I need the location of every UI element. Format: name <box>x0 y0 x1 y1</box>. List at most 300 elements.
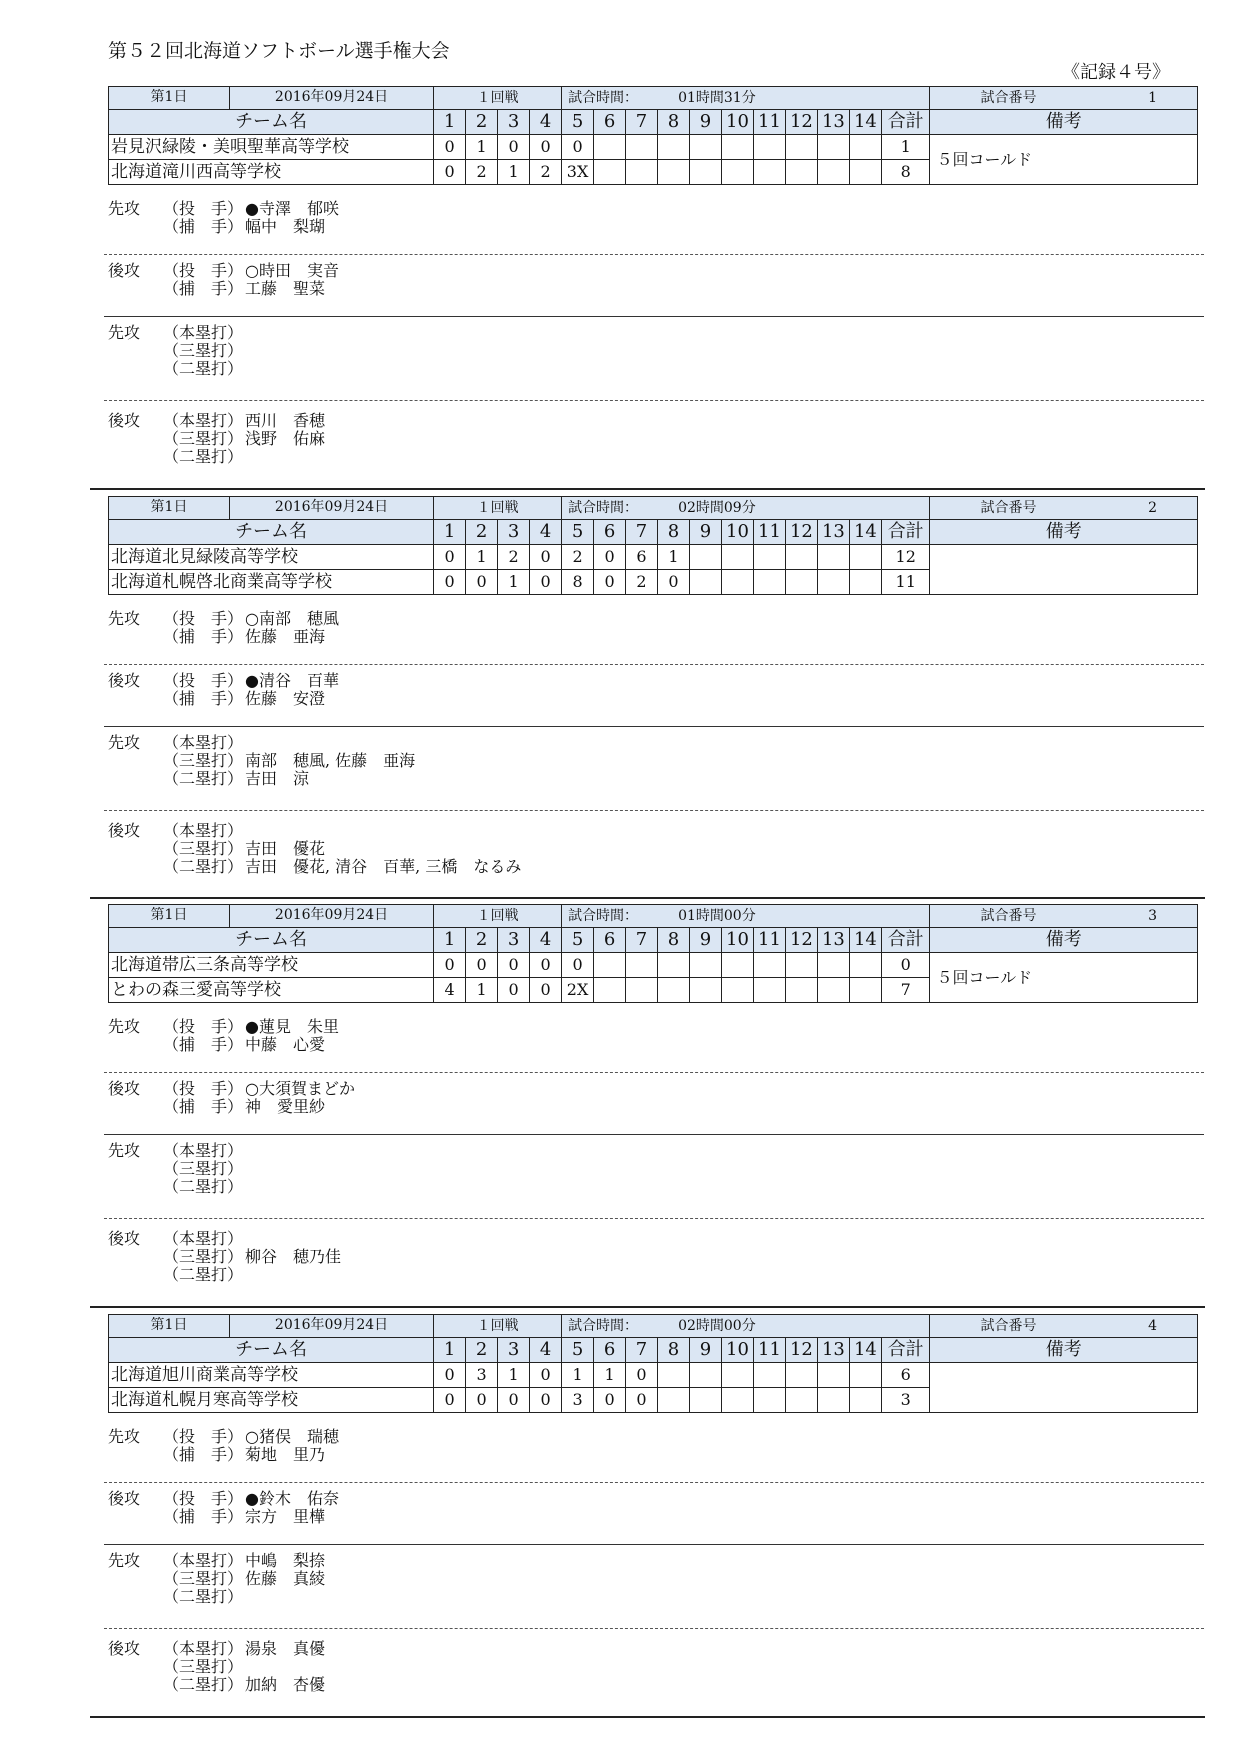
team-total: 8 <box>881 160 930 185</box>
inning-score <box>849 953 881 978</box>
pitcher-row <box>163 1018 339 1036</box>
pitcher-row <box>163 200 339 218</box>
inning-header: 2 <box>466 1338 498 1363</box>
game-day-label: 第1日 <box>109 905 230 927</box>
team-total: 12 <box>881 545 930 570</box>
inning-score: 2 <box>626 570 658 595</box>
inning-score: 6 <box>626 545 658 570</box>
inning-header: 8 <box>658 520 690 545</box>
triple-value: 南部 穂風, 佐藤 亜海 <box>245 751 416 770</box>
game-number: 4 <box>1148 1318 1157 1334</box>
inning-header: 14 <box>849 520 881 545</box>
inning-score <box>817 1388 849 1413</box>
team-row <box>109 1363 1198 1388</box>
inning-score <box>594 135 626 160</box>
batting-side-label: 後攻 <box>108 821 141 840</box>
inning-header: 10 <box>721 928 753 953</box>
game-number: 1 <box>1148 90 1157 106</box>
inning-score <box>753 570 785 595</box>
game-day-date-cell <box>109 905 434 928</box>
inning-score <box>849 978 881 1003</box>
double-label: （二塁打） <box>163 1587 244 1606</box>
inning-score: 1 <box>466 978 498 1003</box>
inning-score: 0 <box>626 1388 658 1413</box>
inning-header: 14 <box>849 110 881 135</box>
inning-header: 1 <box>434 928 466 953</box>
home-run-label: （本塁打） <box>163 1639 244 1658</box>
game-separator-line <box>90 1306 1205 1308</box>
catcher-value: 菊地 里乃 <box>245 1445 326 1464</box>
inning-score: 0 <box>498 135 530 160</box>
inning-score <box>658 978 690 1003</box>
game-duration: 01時間00分 <box>678 908 756 924</box>
team-name: とわの森三愛高等学校 <box>109 978 434 1003</box>
scoreboard-table <box>108 86 1198 185</box>
inning-header: 6 <box>594 110 626 135</box>
inning-score: 1 <box>658 545 690 570</box>
home-run-row <box>163 412 325 430</box>
triple-label: （三塁打） <box>163 839 244 858</box>
catcher-value: 佐藤 亜海 <box>245 627 326 646</box>
inning-header: 5 <box>562 110 594 135</box>
home-run-row <box>163 734 245 752</box>
game-time-label: 試合時間： <box>568 500 639 516</box>
game-number: 3 <box>1148 908 1157 924</box>
team-name-header: チーム名 <box>109 928 434 953</box>
triple-row <box>163 430 325 448</box>
inning-score <box>721 570 753 595</box>
triple-label: （三塁打） <box>163 1247 244 1266</box>
inning-score: 3 <box>562 1388 594 1413</box>
team-name: 北海道帯広三条高等学校 <box>109 953 434 978</box>
pitcher-row <box>163 610 339 628</box>
inning-score: 2 <box>562 545 594 570</box>
total-header: 合計 <box>881 520 930 545</box>
catcher-label: （捕 手） <box>163 689 244 708</box>
inning-header: 7 <box>626 1338 658 1363</box>
inning-score: 0 <box>562 135 594 160</box>
inning-score: 4 <box>434 978 466 1003</box>
triple-label: （三塁打） <box>163 751 244 770</box>
inning-score <box>817 953 849 978</box>
inning-score <box>817 978 849 1003</box>
catcher-label: （捕 手） <box>163 1507 244 1526</box>
game-day-date-cell <box>109 1315 434 1338</box>
game-day-label: 第1日 <box>109 497 230 519</box>
section-divider <box>104 726 1204 727</box>
inning-score: 0 <box>434 953 466 978</box>
game-number-label: 試合番号 <box>980 1318 1037 1334</box>
inning-score <box>785 570 817 595</box>
inning-score <box>753 1388 785 1413</box>
inning-score <box>721 160 753 185</box>
inning-score <box>690 1363 722 1388</box>
total-header: 合計 <box>881 928 930 953</box>
inning-score: 2 <box>466 160 498 185</box>
catcher-row <box>163 1036 325 1054</box>
inning-header: 9 <box>690 110 722 135</box>
inning-score <box>753 545 785 570</box>
game-date: 2016年09月24日 <box>274 1317 389 1333</box>
home-run-row <box>163 1552 325 1570</box>
scoreboard-table <box>108 1314 1198 1413</box>
double-label: （二塁打） <box>163 359 244 378</box>
inning-score: 0 <box>530 978 562 1003</box>
batting-side-label: 後攻 <box>108 261 141 280</box>
inning-header: 12 <box>785 520 817 545</box>
catcher-row <box>163 218 325 236</box>
dashed-divider <box>104 400 1204 401</box>
section-divider <box>104 1134 1204 1135</box>
home-run-row <box>163 1640 325 1658</box>
inning-score: 2 <box>530 160 562 185</box>
catcher-label: （捕 手） <box>163 1445 244 1464</box>
pitcher-label: （投 手） <box>163 1017 244 1036</box>
dashed-divider <box>104 1482 1204 1483</box>
inning-score <box>658 1363 690 1388</box>
inning-score: 1 <box>498 160 530 185</box>
inning-score: 0 <box>434 1388 466 1413</box>
scoreboard-header-row <box>109 928 1198 953</box>
triple-row <box>163 840 325 858</box>
team-row <box>109 135 1198 160</box>
inning-score <box>753 953 785 978</box>
double-label: （二塁打） <box>163 1177 244 1196</box>
triple-value: 浅野 佑麻 <box>245 429 326 448</box>
inning-header: 13 <box>817 110 849 135</box>
inning-score: 1 <box>466 135 498 160</box>
triple-row <box>163 1248 341 1266</box>
triple-row <box>163 1160 245 1178</box>
catcher-label: （捕 手） <box>163 627 244 646</box>
catcher-row <box>163 1446 325 1464</box>
home-run-row <box>163 1142 245 1160</box>
inning-header: 4 <box>530 110 562 135</box>
inning-header: 5 <box>562 520 594 545</box>
pitcher-value: ○南部 穂風 <box>245 609 339 628</box>
game-record-2 <box>90 496 1205 897</box>
batting-side-label: 先攻 <box>108 199 141 218</box>
double-label: （二塁打） <box>163 769 244 788</box>
game-number-cell <box>930 497 1198 520</box>
inning-score: 0 <box>530 570 562 595</box>
record-number: 《記録４号》 <box>1062 62 1170 83</box>
catcher-label: （捕 手） <box>163 1035 244 1054</box>
game-date: 2016年09月24日 <box>274 907 389 923</box>
home-run-row <box>163 1230 245 1248</box>
inning-header: 10 <box>721 110 753 135</box>
game-separator-line <box>90 1716 1205 1718</box>
inning-score <box>817 570 849 595</box>
game-remark <box>930 1363 1198 1413</box>
inning-header: 13 <box>817 520 849 545</box>
team-name: 北海道北見緑陵高等学校 <box>109 545 434 570</box>
pitcher-value: ○大須賀まどか <box>245 1079 355 1098</box>
pitcher-label: （投 手） <box>163 1079 244 1098</box>
game-number-label: 試合番号 <box>980 908 1037 924</box>
game-round: １回戦 <box>434 905 562 928</box>
inning-score: 2 <box>498 545 530 570</box>
inning-score <box>849 135 881 160</box>
inning-header: 11 <box>753 110 785 135</box>
remarks-header: 備考 <box>930 520 1198 545</box>
catcher-row <box>163 280 325 298</box>
inning-score: 0 <box>434 135 466 160</box>
pitcher-label: （投 手） <box>163 609 244 628</box>
inning-score <box>594 978 626 1003</box>
team-name: 北海道札幌月寒高等学校 <box>109 1388 434 1413</box>
document-title: 第５２回北海道ソフトボール選手権大会 <box>108 40 450 62</box>
game-number-cell <box>930 87 1198 110</box>
inning-score <box>690 953 722 978</box>
inning-header: 12 <box>785 110 817 135</box>
inning-score <box>721 953 753 978</box>
inning-score <box>721 545 753 570</box>
triple-label: （三塁打） <box>163 1569 244 1588</box>
double-label: （二塁打） <box>163 1675 244 1694</box>
catcher-value: 幅中 梨瑚 <box>245 217 326 236</box>
inning-score: 0 <box>466 953 498 978</box>
inning-score <box>690 978 722 1003</box>
inning-score <box>817 545 849 570</box>
pitcher-value: ○猪俣 瑞穂 <box>245 1427 339 1446</box>
inning-header: 9 <box>690 520 722 545</box>
double-row <box>163 1266 245 1284</box>
game-round: １回戦 <box>434 497 562 520</box>
inning-header: 4 <box>530 520 562 545</box>
inning-score <box>690 160 722 185</box>
inning-header: 1 <box>434 110 466 135</box>
batting-side-label: 後攻 <box>108 411 141 430</box>
inning-header: 1 <box>434 1338 466 1363</box>
batting-side-label: 先攻 <box>108 1551 141 1570</box>
game-number-cell <box>930 905 1198 928</box>
team-name-header: チーム名 <box>109 520 434 545</box>
pitcher-row <box>163 672 339 690</box>
dashed-divider <box>104 810 1204 811</box>
triple-label: （三塁打） <box>163 429 244 448</box>
game-date: 2016年09月24日 <box>274 499 389 515</box>
double-row <box>163 448 245 466</box>
batting-side-label: 先攻 <box>108 1141 141 1160</box>
double-label: （二塁打） <box>163 447 244 466</box>
batting-side-label: 先攻 <box>108 733 141 752</box>
inning-header: 12 <box>785 928 817 953</box>
double-label: （二塁打） <box>163 857 244 876</box>
inning-header: 11 <box>753 520 785 545</box>
game-round: １回戦 <box>434 87 562 110</box>
inning-score <box>690 1388 722 1413</box>
inning-score: 3 <box>466 1363 498 1388</box>
inning-score: 0 <box>466 570 498 595</box>
inning-score: 1 <box>466 545 498 570</box>
inning-score: 0 <box>594 570 626 595</box>
team-name: 北海道札幌啓北商業高等学校 <box>109 570 434 595</box>
batting-side-label: 後攻 <box>108 1489 141 1508</box>
team-name: 北海道旭川商業高等学校 <box>109 1363 434 1388</box>
home-run-label: （本塁打） <box>163 323 244 342</box>
game-time-label: 試合時間： <box>568 908 639 924</box>
inning-score <box>753 978 785 1003</box>
double-value: 吉田 優花, 清谷 百華, 三橋 なるみ <box>245 857 522 876</box>
double-row <box>163 360 245 378</box>
team-row <box>109 545 1198 570</box>
inning-score <box>690 135 722 160</box>
triple-value: 佐藤 真綾 <box>245 1569 326 1588</box>
inning-score <box>594 953 626 978</box>
inning-header: 7 <box>626 110 658 135</box>
inning-score <box>817 135 849 160</box>
inning-score <box>753 1363 785 1388</box>
inning-header: 2 <box>466 110 498 135</box>
double-row <box>163 1588 245 1606</box>
inning-score <box>721 978 753 1003</box>
home-run-label: （本塁打） <box>163 1141 244 1160</box>
remarks-header: 備考 <box>930 928 1198 953</box>
inning-score <box>849 570 881 595</box>
catcher-row <box>163 1508 325 1526</box>
inning-header: 9 <box>690 1338 722 1363</box>
inning-score: 0 <box>658 570 690 595</box>
inning-score <box>721 135 753 160</box>
pitcher-row <box>163 1490 339 1508</box>
game-meta-row <box>109 497 1198 520</box>
double-value: 吉田 涼 <box>245 769 310 788</box>
batting-side-label: 先攻 <box>108 1017 141 1036</box>
double-row <box>163 858 521 876</box>
inning-header: 8 <box>658 1338 690 1363</box>
scoreboard-table <box>108 496 1198 595</box>
dashed-divider <box>104 1072 1204 1073</box>
inning-header: 11 <box>753 928 785 953</box>
inning-score <box>849 1388 881 1413</box>
batting-side-label: 先攻 <box>108 1427 141 1446</box>
inning-score <box>658 953 690 978</box>
pitcher-value: ●清谷 百華 <box>245 671 339 690</box>
dashed-divider <box>104 254 1204 255</box>
inning-score: 0 <box>498 978 530 1003</box>
team-total: 3 <box>881 1388 930 1413</box>
pitcher-label: （投 手） <box>163 199 244 218</box>
catcher-label: （捕 手） <box>163 279 244 298</box>
inning-header: 2 <box>466 928 498 953</box>
inning-header: 4 <box>530 928 562 953</box>
inning-header: 5 <box>562 1338 594 1363</box>
inning-score: 2X <box>562 978 594 1003</box>
batting-side-label: 先攻 <box>108 323 141 342</box>
game-duration: 01時間31分 <box>678 90 756 106</box>
catcher-value: 佐藤 安澄 <box>245 689 326 708</box>
total-header: 合計 <box>881 110 930 135</box>
catcher-row <box>163 1098 325 1116</box>
total-header: 合計 <box>881 1338 930 1363</box>
inning-score <box>626 160 658 185</box>
home-run-value: 西川 香穂 <box>245 411 326 430</box>
inning-score <box>658 1388 690 1413</box>
inning-score: 8 <box>562 570 594 595</box>
double-row <box>163 1676 325 1694</box>
inning-score: 0 <box>434 1363 466 1388</box>
inning-score: 0 <box>434 545 466 570</box>
game-time-label: 試合時間： <box>568 1318 639 1334</box>
triple-label: （三塁打） <box>163 341 244 360</box>
inning-score: 1 <box>594 1363 626 1388</box>
catcher-value: 神 愛里紗 <box>245 1097 326 1116</box>
inning-score <box>817 1363 849 1388</box>
game-remark <box>930 545 1198 595</box>
game-remark: ５回コールド <box>930 135 1198 185</box>
team-total: 7 <box>881 978 930 1003</box>
game-number: 2 <box>1148 500 1157 516</box>
inning-header: 6 <box>594 1338 626 1363</box>
home-run-row <box>163 822 245 840</box>
game-time-label: 試合時間： <box>568 90 639 106</box>
scoreboard-header-row <box>109 110 1198 135</box>
pitcher-label: （投 手） <box>163 1489 244 1508</box>
inning-header: 1 <box>434 520 466 545</box>
remarks-header: 備考 <box>930 110 1198 135</box>
inning-score <box>849 1363 881 1388</box>
inning-score: 0 <box>498 1388 530 1413</box>
game-separator-line <box>90 488 1205 490</box>
inning-score <box>753 135 785 160</box>
team-name: 北海道滝川西高等学校 <box>109 160 434 185</box>
pitcher-value: ●蓮見 朱里 <box>245 1017 339 1036</box>
inning-score: 0 <box>530 545 562 570</box>
home-run-value: 中嶋 梨捺 <box>245 1551 326 1570</box>
home-run-label: （本塁打） <box>163 411 244 430</box>
inning-header: 12 <box>785 1338 817 1363</box>
batting-side-label: 後攻 <box>108 1079 141 1098</box>
inning-score: 0 <box>498 953 530 978</box>
inning-score <box>785 953 817 978</box>
scoreboard-table <box>108 904 1198 1003</box>
home-run-label: （本塁打） <box>163 1229 244 1248</box>
inning-score: 0 <box>466 1388 498 1413</box>
game-meta-row <box>109 1315 1198 1338</box>
batting-side-label: 後攻 <box>108 1229 141 1248</box>
pitcher-row <box>163 1080 355 1098</box>
home-run-value: 湯泉 真優 <box>245 1639 326 1658</box>
inning-score <box>658 160 690 185</box>
triple-row <box>163 752 415 770</box>
inning-score: 1 <box>562 1363 594 1388</box>
inning-header: 13 <box>817 1338 849 1363</box>
inning-score <box>785 135 817 160</box>
game-meta-row <box>109 87 1198 110</box>
scoreboard-header-row <box>109 520 1198 545</box>
inning-score <box>658 135 690 160</box>
inning-header: 7 <box>626 520 658 545</box>
section-divider <box>104 1544 1204 1545</box>
game-time-cell <box>562 905 930 928</box>
catcher-value: 中藤 心愛 <box>245 1035 326 1054</box>
game-number-label: 試合番号 <box>980 500 1037 516</box>
scoreboard-header-row <box>109 1338 1198 1363</box>
game-remark: ５回コールド <box>930 953 1198 1003</box>
triple-value: 吉田 優花 <box>245 839 326 858</box>
triple-label: （三塁打） <box>163 1657 244 1676</box>
pitcher-row <box>163 262 339 280</box>
inning-header: 3 <box>498 110 530 135</box>
pitcher-label: （投 手） <box>163 261 244 280</box>
triple-row <box>163 1570 325 1588</box>
catcher-value: 工藤 聖菜 <box>245 279 326 298</box>
inning-score: 0 <box>434 570 466 595</box>
inning-header: 10 <box>721 520 753 545</box>
inning-score: 0 <box>530 1388 562 1413</box>
inning-score: 1 <box>498 570 530 595</box>
